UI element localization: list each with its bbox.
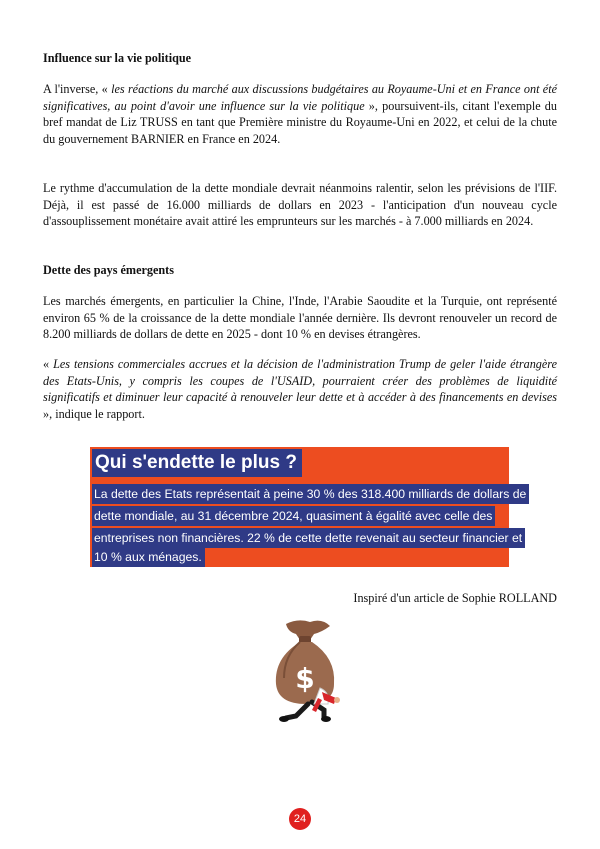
- heading-text: Dette des pays émergents: [43, 263, 174, 277]
- banner-title: Qui s'endette le plus ?: [92, 449, 302, 477]
- paragraph-2: [43, 180, 557, 230]
- money-bag-icon: [266, 618, 346, 730]
- quote-text: les réactions du marché aux discussions budgétaires au Royaume-Uni et en France ont été significatives, au point d'avoir une influence sur la vie politique: [43, 82, 557, 113]
- info-banner: [90, 447, 527, 567]
- section-heading-politique: [43, 50, 557, 67]
- paragraph-1: [43, 81, 557, 147]
- paragraph-text: », indique le rapport.: [43, 406, 145, 421]
- banner-line: dette mondiale, au 31 décembre 2024, quasiment à égalité avec celle des: [92, 506, 495, 526]
- paragraph-4: [43, 356, 557, 422]
- paragraph-text: », poursuivent-ils, citant l'exemple du bref mandat de Liz TRUSS en tant que Première ministre du Royaume-Uni en 2022, et celui de la chute du gouvernement BARNIER en France en 2024.: [43, 98, 557, 146]
- quote-open: A l'inverse, «: [43, 82, 112, 96]
- heading-text: Influence sur la vie politique: [43, 51, 192, 65]
- paragraph-text: Le rythme d'accumulation de la dette mondiale devrait néanmoins ralentir, selon les prévisions de l'IIF. Déjà, il est passé de 16.000 milliards de dollars en 2023 - l'anticipation d'un nouveau cycle d'assouplissement monétaire avait attiré les emprunteurs sur les marchés - à 7.000 milliards en 2024.: [43, 181, 557, 229]
- paragraph-3: [43, 293, 557, 343]
- attribution: Inspiré d'un article de Sophie ROLLAND: [353, 591, 557, 605]
- section-heading-emergents: [43, 262, 557, 279]
- quote-text: Les tensions commerciales accrues et la décision de l'administration Trump de geler l'aide étrangère des Etats-Unis, y compris les coupes de l'USAID, pourraient créer des problèmes de liquidité significatifs et diminuer leur capacité à renouveler leur dette et à accéder à des financements en devises: [43, 357, 558, 405]
- dollar-sign: $: [295, 662, 315, 695]
- banner-line: entreprises non financières. 22 % de cette dette revenait au secteur financier et: [92, 528, 525, 548]
- banner-line: La dette des Etats représentait à peine 30 % des 318.400 milliards de dollars de: [92, 484, 529, 504]
- paragraph-text: Les marchés émergents, en particulier la Chine, l'Inde, l'Arabie Saoudite et la Turquie, ont représenté environ 65 % de la croissance de la dette mondiale l'année dernière. Ils devront renouveler un record de 8.200 milliards de dollars de dette en 2025 - dont 10 % en devises étrangères.: [43, 294, 557, 342]
- page-number-badge: 24: [289, 808, 311, 830]
- quote-open: «: [43, 357, 54, 371]
- money-bag-illustration: [266, 618, 346, 730]
- banner-line: 10 % aux ménages.: [92, 547, 205, 567]
